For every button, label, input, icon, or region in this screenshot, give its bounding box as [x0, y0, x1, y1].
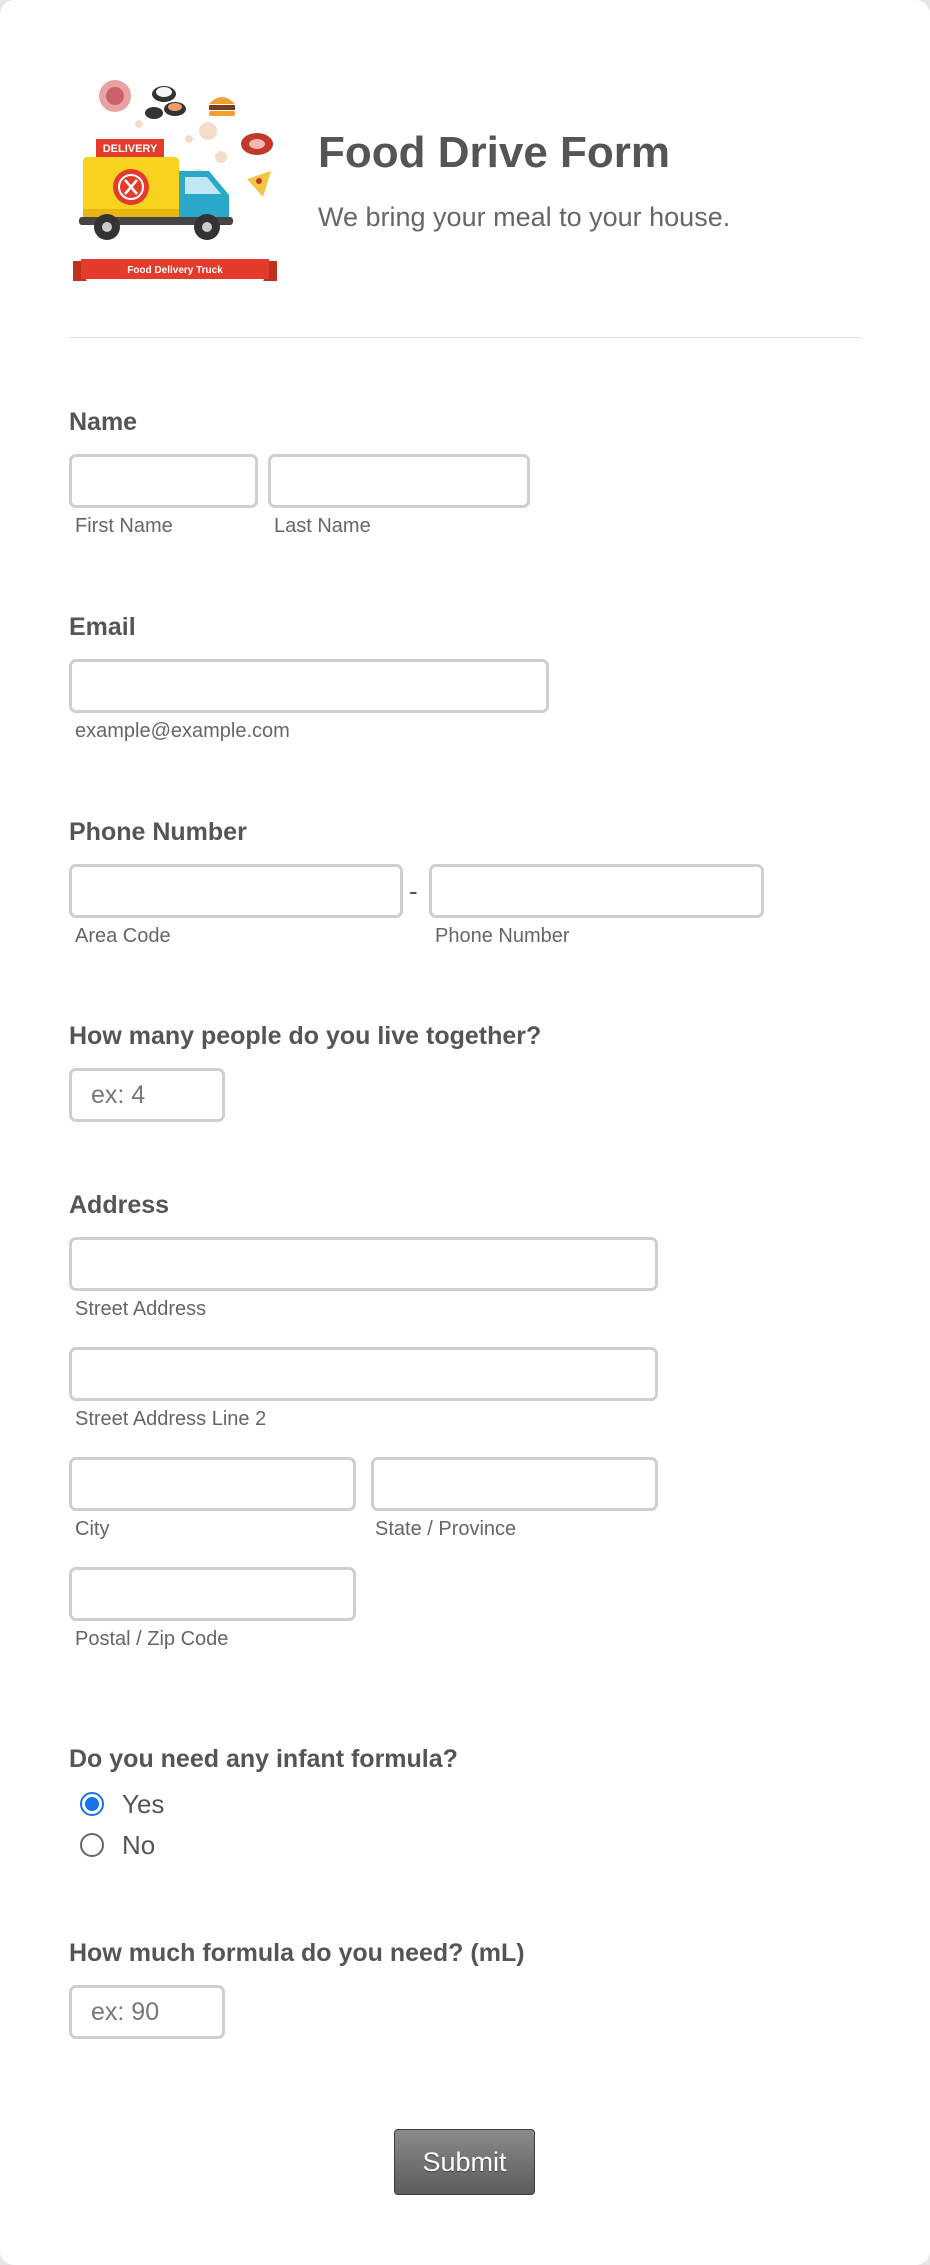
radio-label-no: No [122, 1829, 156, 1860]
phone-number-input[interactable] [429, 864, 764, 918]
formula-amount-input[interactable] [69, 1985, 225, 2039]
area-code-sublabel: Area Code [75, 925, 171, 947]
phone-number-sublabel: Phone Number [435, 925, 570, 947]
last-name-sublabel: Last Name [274, 515, 371, 537]
household-label: How many people do you live together? [69, 1022, 542, 1050]
state-province-input[interactable] [371, 1457, 658, 1511]
email-input[interactable] [69, 659, 549, 713]
area-code-input[interactable] [69, 864, 403, 918]
postal-code-sublabel: Postal / Zip Code [75, 1628, 229, 1650]
radio-label-yes: Yes [122, 1788, 165, 1819]
radio-button-yes[interactable] [80, 1792, 104, 1816]
street-address-line2-sublabel: Street Address Line 2 [75, 1408, 267, 1430]
city-input[interactable] [69, 1457, 356, 1511]
street-address-input[interactable] [69, 1237, 658, 1291]
header-divider [69, 337, 861, 338]
postal-code-input[interactable] [69, 1567, 356, 1621]
street-address-sublabel: Street Address [75, 1298, 207, 1320]
first-name-sublabel: First Name [75, 515, 173, 537]
radio-button-no[interactable] [80, 1833, 104, 1857]
city-sublabel: City [75, 1518, 110, 1540]
form-title: Food Drive Form [318, 128, 671, 177]
state-province-sublabel: State / Province [375, 1518, 517, 1540]
radio-option-no[interactable] [80, 1828, 155, 1862]
phone-separator: - [409, 876, 418, 906]
food-delivery-truck-logo [69, 69, 281, 289]
address-label: Address [69, 1191, 170, 1219]
name-label: Name [69, 408, 138, 436]
burger-icon [209, 97, 235, 104]
submit-button[interactable]: Submit [394, 2129, 535, 2195]
email-label: Email [69, 613, 136, 641]
infant-formula-label: Do you need any infant formula? [69, 1745, 458, 1773]
form-subtitle: We bring your meal to your house. [318, 202, 731, 232]
first-name-input[interactable] [69, 454, 258, 508]
household-count-input[interactable] [69, 1068, 225, 1122]
street-address-line2-input[interactable] [69, 1347, 658, 1401]
svg-text:Food Delivery Truck: Food Delivery Truck [127, 265, 223, 276]
phone-label: Phone Number [69, 818, 247, 846]
svg-text:DELIVERY: DELIVERY [102, 143, 158, 155]
last-name-input[interactable] [268, 454, 530, 508]
radio-option-yes[interactable] [80, 1787, 164, 1821]
formula-amount-label: How much formula do you need? (mL) [69, 1939, 525, 1967]
email-sublabel: example@example.com [75, 720, 290, 742]
